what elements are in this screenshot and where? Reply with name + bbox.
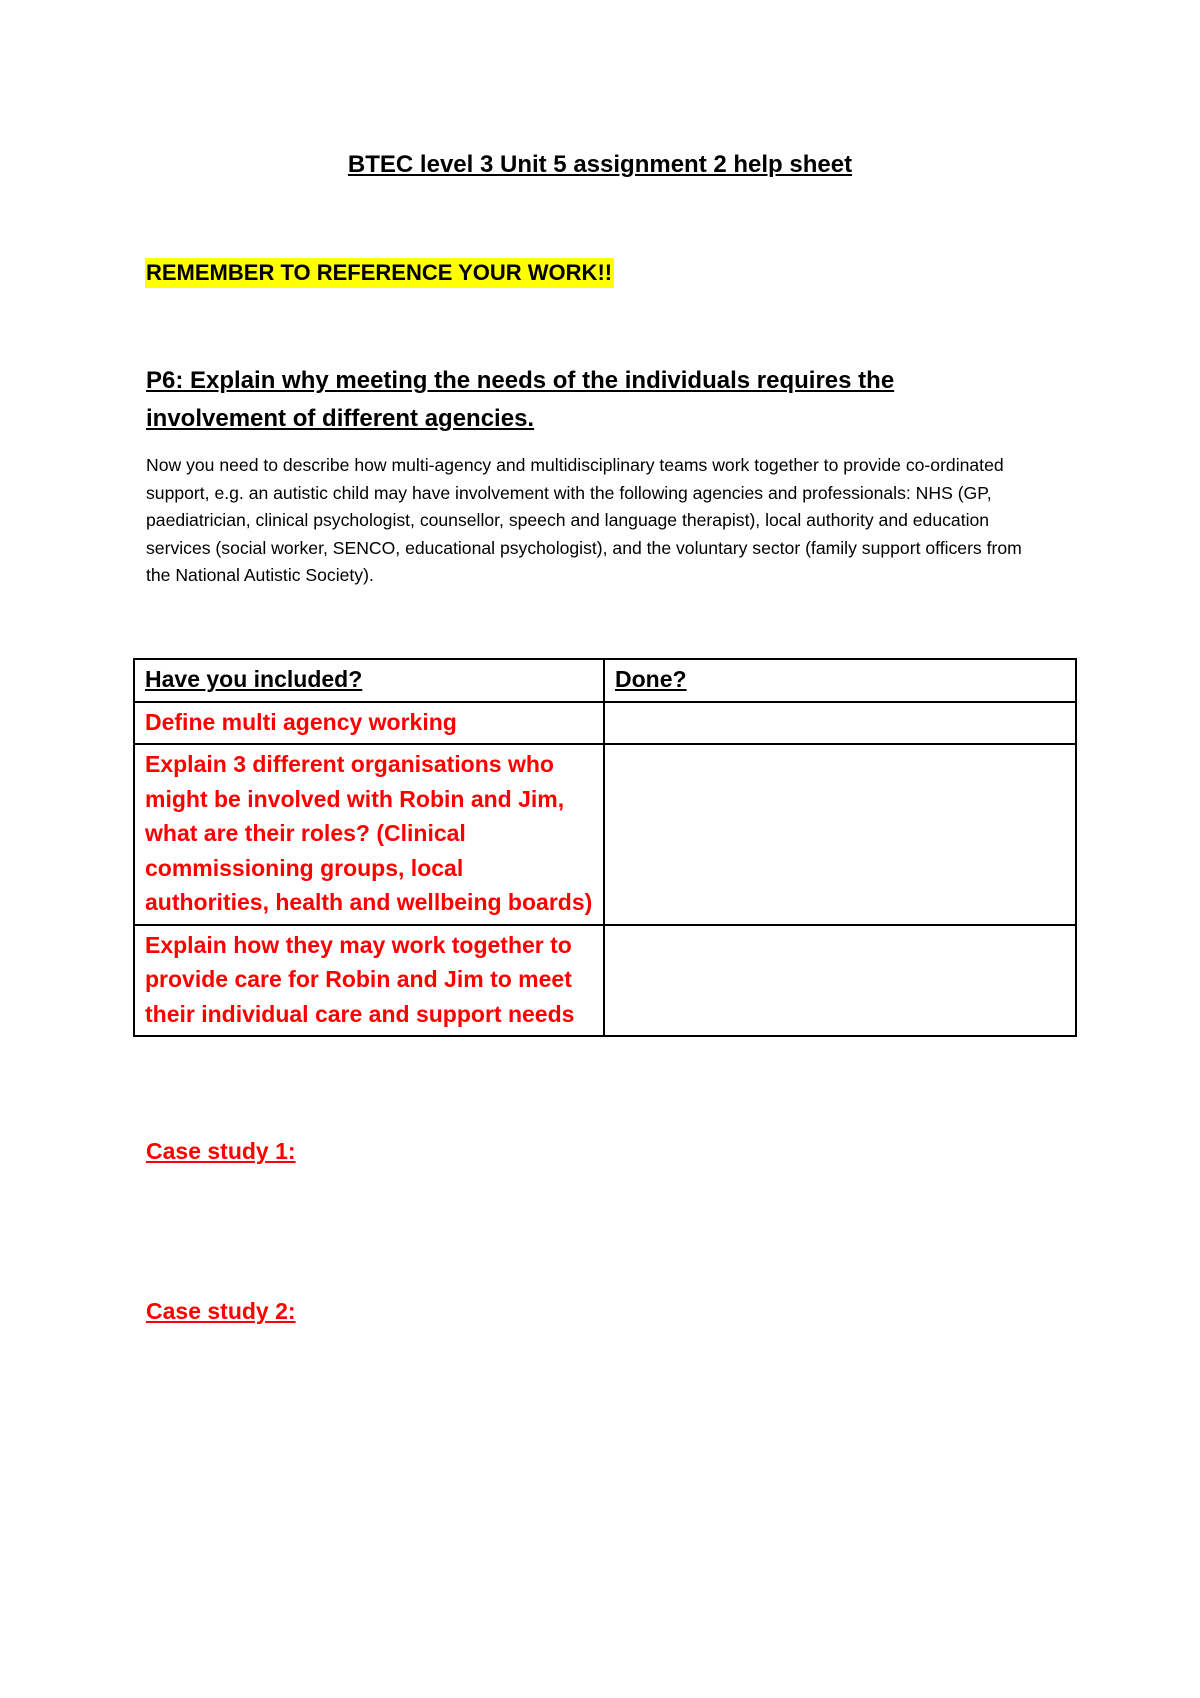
p6-intro-paragraph: Now you need to describe how multi-agency and multidisciplinary teams work together to provide co-ordinated support, e.g. an autistic child may have involvement with the following agencies and professionals: NHS (GP, paediatrician, clinical psychologist, counsellor, speech and language therapist), local authority and education services (social worker, SENCO, educational psychologist), and the voluntary sector (family support officers from the National Autistic Society).: [146, 455, 1022, 585]
checklist-header-row: [134, 659, 1076, 702]
checklist-done-cell[interactable]: [604, 925, 1076, 1037]
checklist-done-cell[interactable]: [604, 744, 1076, 925]
p6-heading-line2: involvement of different agencies.: [146, 405, 535, 432]
checklist-item: Explain how they may work together to provide care for Robin and Jim to meet their individual care and support needs: [134, 925, 604, 1037]
p6-heading-line1: P6: Explain why meeting the needs of the individuals requires the: [146, 367, 895, 394]
table-row: [134, 744, 1076, 925]
p6-heading: [146, 362, 946, 438]
reference-reminder: REMEMBER TO REFERENCE YOUR WORK!!: [145, 258, 614, 288]
checklist-header-done: Done?: [604, 659, 1076, 702]
case-study-2-heading: Case study 2:: [146, 1298, 296, 1324]
checklist-item: Define multi agency working: [134, 702, 604, 745]
case-study-1-heading: Case study 1:: [146, 1138, 296, 1164]
checklist-header-included: Have you included?: [134, 659, 604, 702]
checklist-done-cell[interactable]: [604, 702, 1076, 745]
checklist-item: Explain 3 different organisations who might be involved with Robin and Jim, what are their roles? (Clinical commissioning groups, local authorities, health and wellbeing boards): [134, 744, 604, 925]
table-row: [134, 925, 1076, 1037]
table-row: [134, 702, 1076, 745]
document-title: BTEC level 3 Unit 5 assignment 2 help sheet: [347, 151, 853, 178]
checklist-table: [133, 658, 1077, 1037]
